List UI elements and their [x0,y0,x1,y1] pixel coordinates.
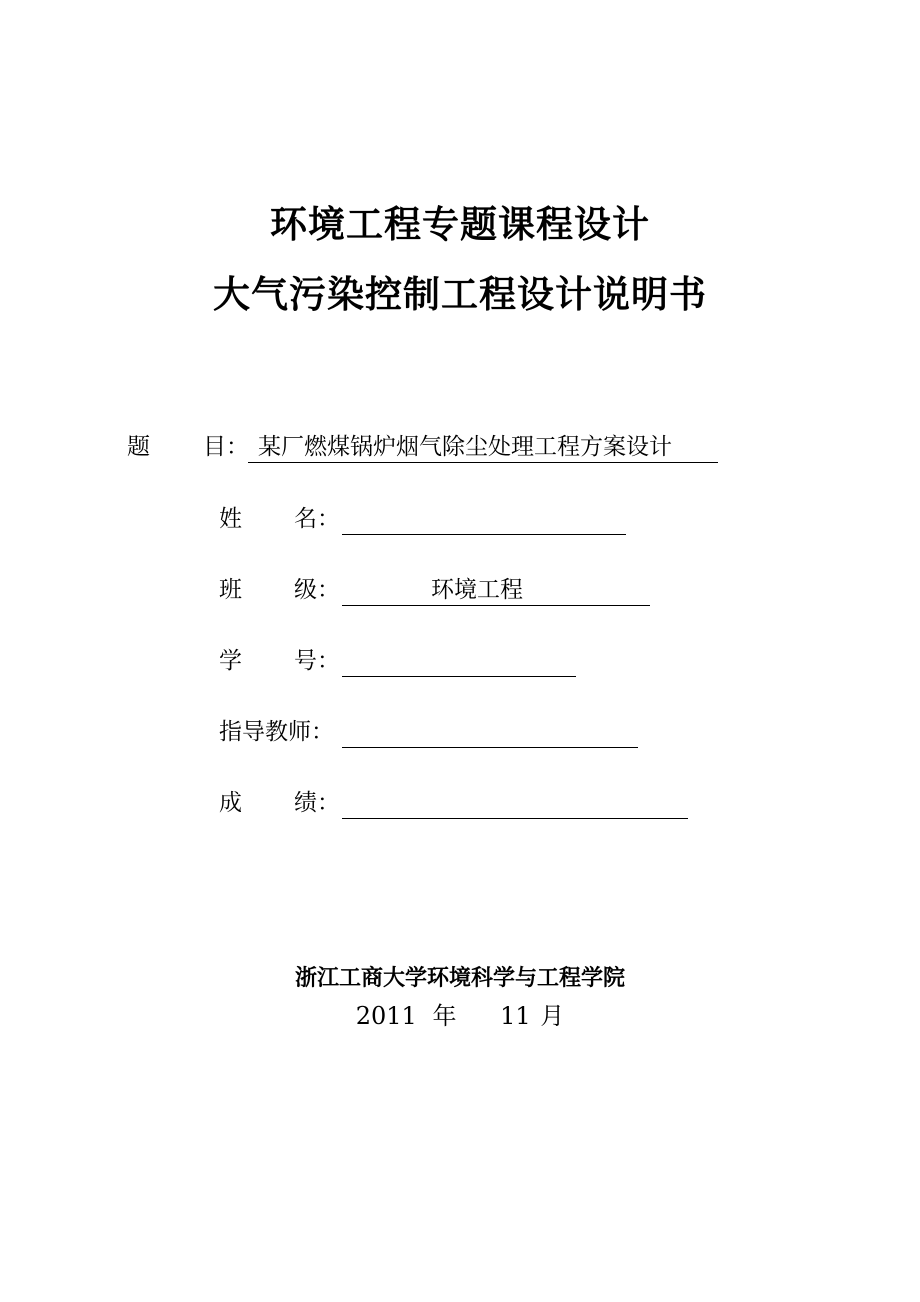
name-field[interactable] [342,508,626,535]
name-row [0,508,920,538]
advisor-label: 指导教师： [219,719,334,745]
class-label-a: 班 [219,577,242,603]
grade-row [0,792,920,822]
student-id-label-a: 学 [219,648,242,674]
class-value: 环境工程 [431,577,523,603]
student-id-field[interactable] [342,650,576,677]
name-label-b: 名： [294,506,340,532]
topic-label-b: 目： [203,434,249,460]
advisor-row [0,721,920,751]
date-line [0,1004,920,1028]
course-title: 环境工程专题课程设计 [270,203,650,246]
grade-label-b: 绩： [294,790,340,816]
school-name: 浙江工商大学环境科学与工程学院 [294,966,625,991]
class-row [0,579,920,609]
topic-value: 某厂燃煤锅炉烟气除尘处理工程方案设计 [258,434,672,460]
advisor-field[interactable] [342,721,638,748]
name-label-a: 姓 [219,506,242,532]
topic-row [0,436,920,466]
date-year: 2011 [355,1002,417,1030]
student-id-label-b: 号： [294,648,340,674]
date-year-unit: 年 [432,1002,457,1030]
grade-label-a: 成 [219,790,242,816]
document-title: 大气污染控制工程设计说明书 [213,273,707,316]
grade-field[interactable] [342,792,688,819]
date-month-unit: 月 [540,1002,565,1030]
topic-label-a: 题 [127,434,150,460]
date-month: 11 [500,1002,531,1030]
class-label-b: 级： [294,577,340,603]
student-id-row [0,650,920,680]
